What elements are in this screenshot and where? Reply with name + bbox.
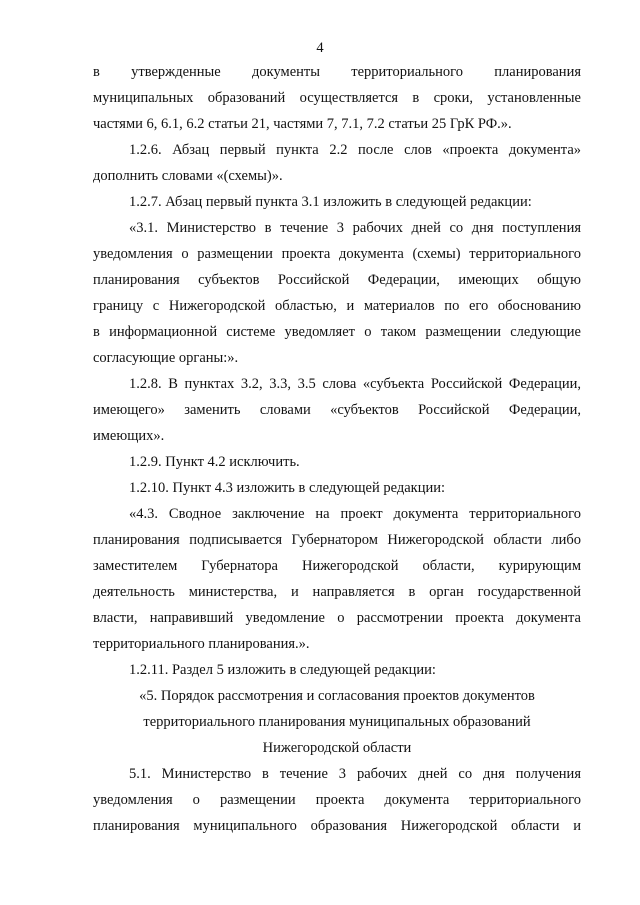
paragraph-1-2-10: 1.2.10. Пункт 4.3 изложить в следующей редакции:	[129, 480, 446, 496]
text-line: границу с Нижегородской областью, и материалов по его обоснованию	[93, 298, 581, 314]
text-line: уведомления о размещении проекта документа территориального	[93, 792, 581, 808]
section-heading: «5. Порядок рассмотрения и согласования проектов документов	[139, 688, 535, 704]
text-line: муниципальных образований осуществляется в сроки, установленные	[93, 90, 581, 106]
text-line: власти, направивший уведомление о рассмотрении проекта документа	[93, 610, 581, 626]
text-line: в утвержденные документы территориального планирования	[93, 64, 581, 80]
text-line: имеющих».	[93, 428, 165, 444]
paragraph-1-2-11: 1.2.11. Раздел 5 изложить в следующей редакции:	[129, 662, 436, 678]
paragraph-1-2-8: 1.2.8. В пунктах 3.2, 3.3, 3.5 слова «субъекта Российской Федерации,	[129, 376, 581, 392]
text-line: деятельность министерства, и направляется в орган государственной	[93, 584, 581, 600]
text-line: уведомления о размещении проекта документа (схемы) территориального	[93, 246, 581, 262]
section-heading: территориального планирования муниципальных образований	[143, 714, 531, 730]
text-line: частями 6, 6.1, 6.2 статьи 21, частями 7, 7.1, 7.2 статьи 25 ГрК РФ.».	[93, 116, 512, 132]
paragraph-1-2-7: 1.2.7. Абзац первый пункта 3.1 изложить в следующей редакции:	[129, 194, 532, 210]
text-line: согласующие органы:».	[93, 350, 239, 366]
text-line: планирования подписывается Губернатором Нижегородской области либо	[93, 532, 581, 548]
paragraph-5-1: 5.1. Министерство в течение 3 рабочих дней со дня получения	[129, 766, 581, 782]
quoted-paragraph-3-1: «3.1. Министерство в течение 3 рабочих дней со дня поступления	[129, 220, 581, 236]
text-line: заместителем Губернатора Нижегородской области, курирующим	[93, 558, 581, 574]
text-line: территориального планирования.».	[93, 636, 310, 652]
text-line: в информационной системе уведомляет о таком размещении следующие	[93, 324, 581, 340]
page-number: 4	[316, 40, 324, 56]
paragraph-1-2-6: 1.2.6. Абзац первый пункта 2.2 после слов «проекта документа»	[129, 142, 581, 158]
text-line: имеющего» заменить словами «субъектов Российской Федерации,	[93, 402, 581, 418]
text-line: планирования муниципального образования Нижегородской области и	[93, 818, 581, 834]
text-line: дополнить словами «(схемы)».	[93, 168, 283, 184]
quoted-paragraph-4-3: «4.3. Сводное заключение на проект документа территориального	[129, 506, 581, 522]
section-heading: Нижегородской области	[262, 740, 412, 756]
paragraph-1-2-9: 1.2.9. Пункт 4.2 исключить.	[129, 454, 300, 470]
text-line: планирования субъектов Российской Федерации, имеющих общую	[93, 272, 581, 288]
